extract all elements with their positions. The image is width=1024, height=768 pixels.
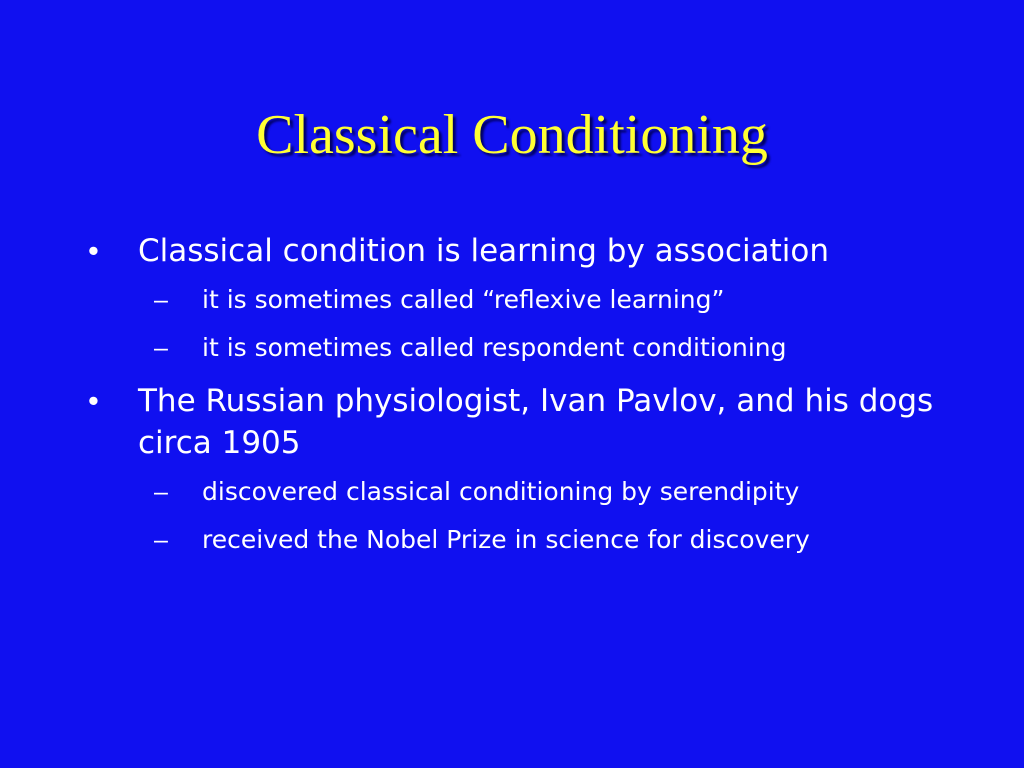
bullet-list	[88, 230, 968, 572]
dash-icon: –	[154, 478, 168, 506]
dash-icon: –	[154, 526, 168, 554]
dash-icon: –	[154, 286, 168, 314]
bullet-item	[88, 230, 968, 372]
bullet-text: Classical condition is learning by association	[138, 233, 829, 269]
bullet-item	[88, 380, 968, 564]
sub-bullet-item	[138, 324, 968, 372]
slide-title: Classical Conditioning	[256, 104, 768, 166]
sub-bullet-text: it is sometimes called “reflexive learning”	[202, 285, 725, 314]
sub-bullet-text: discovered classical conditioning by serendipity	[202, 477, 800, 506]
sub-bullet-item	[138, 516, 968, 564]
dash-icon: –	[154, 334, 168, 362]
sub-bullet-list	[138, 468, 968, 564]
sub-bullet-text: it is sometimes called respondent conditioning	[202, 333, 787, 362]
sub-bullet-item	[138, 276, 968, 324]
sub-bullet-item	[138, 468, 968, 516]
bullet-icon: •	[88, 233, 99, 268]
sub-bullet-list	[138, 276, 968, 372]
bullet-text: The Russian physiologist, Ivan Pavlov, and his dogs circa 1905	[138, 383, 934, 461]
sub-bullet-text: received the Nobel Prize in science for discovery	[202, 525, 810, 554]
bullet-icon: •	[88, 383, 99, 418]
